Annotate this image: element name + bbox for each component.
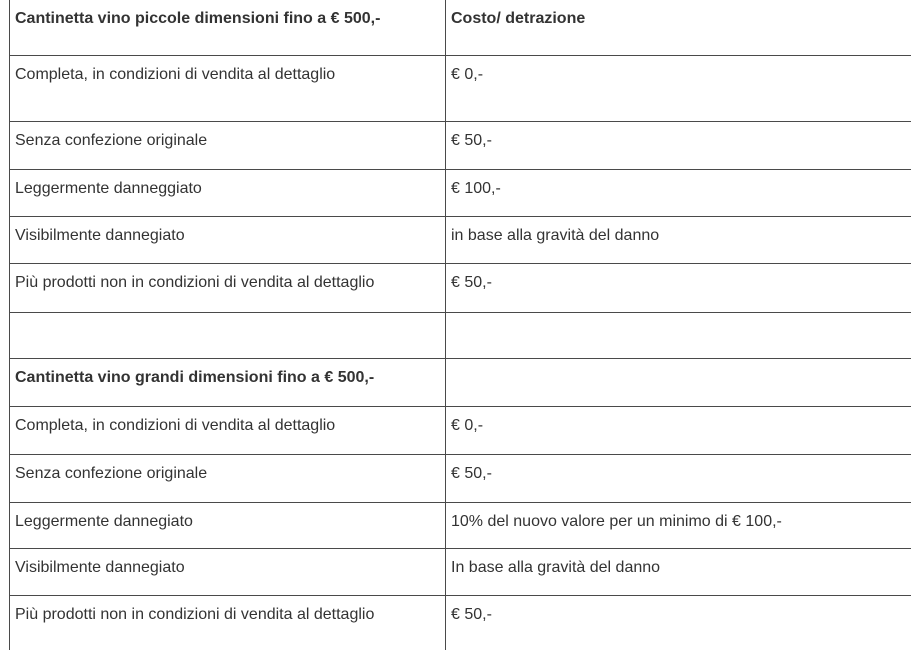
table-row xyxy=(10,263,911,312)
section-title-small-wine-cooler: Cantinetta vino piccole dimensioni fino a € 500,- xyxy=(10,0,446,55)
condition-label: Senza confezione originale xyxy=(10,454,446,502)
deduction-value: € 50,- xyxy=(446,263,911,312)
condition-label: Visibilmente dannegiato xyxy=(10,216,446,263)
table-row xyxy=(10,121,911,169)
empty-cell xyxy=(10,312,446,358)
deduction-value: € 50,- xyxy=(446,121,911,169)
condition-label: Completa, in condizioni di vendita al dettaglio xyxy=(10,55,446,121)
condition-label: Leggermente dannegiato xyxy=(10,502,446,548)
section-header-row xyxy=(10,358,911,406)
table-row xyxy=(10,595,911,650)
empty-cell xyxy=(446,358,911,406)
table-row xyxy=(10,406,911,454)
empty-spacer-row xyxy=(10,312,911,358)
empty-cell xyxy=(446,312,911,358)
deduction-value: In base alla gravità del danno xyxy=(446,548,911,595)
condition-label: Visibilmente dannegiato xyxy=(10,548,446,595)
deduction-value: 10% del nuovo valore per un minimo di € 100,- xyxy=(446,502,911,548)
deduction-value: € 100,- xyxy=(446,169,911,216)
deduction-value: in base alla gravità del danno xyxy=(446,216,911,263)
table-header-row xyxy=(10,0,911,55)
condition-label: Più prodotti non in condizioni di vendita al dettaglio xyxy=(10,595,446,650)
deduction-value: € 50,- xyxy=(446,454,911,502)
column-header-cost: Costo/ detrazione xyxy=(446,0,911,55)
deduction-value: € 50,- xyxy=(446,595,911,650)
table-row xyxy=(10,55,911,121)
condition-label: Completa, in condizioni di vendita al dettaglio xyxy=(10,406,446,454)
table-row xyxy=(10,548,911,595)
deduction-table xyxy=(9,0,911,650)
table-row xyxy=(10,502,911,548)
condition-label: Leggermente danneggiato xyxy=(10,169,446,216)
table-row xyxy=(10,169,911,216)
condition-label: Più prodotti non in condizioni di vendita al dettaglio xyxy=(10,263,446,312)
deduction-value: € 0,- xyxy=(446,406,911,454)
table-row xyxy=(10,454,911,502)
condition-label: Senza confezione originale xyxy=(10,121,446,169)
table-row xyxy=(10,216,911,263)
section-title-large-wine-cooler: Cantinetta vino grandi dimensioni fino a € 500,- xyxy=(10,358,446,406)
deduction-value: € 0,- xyxy=(446,55,911,121)
